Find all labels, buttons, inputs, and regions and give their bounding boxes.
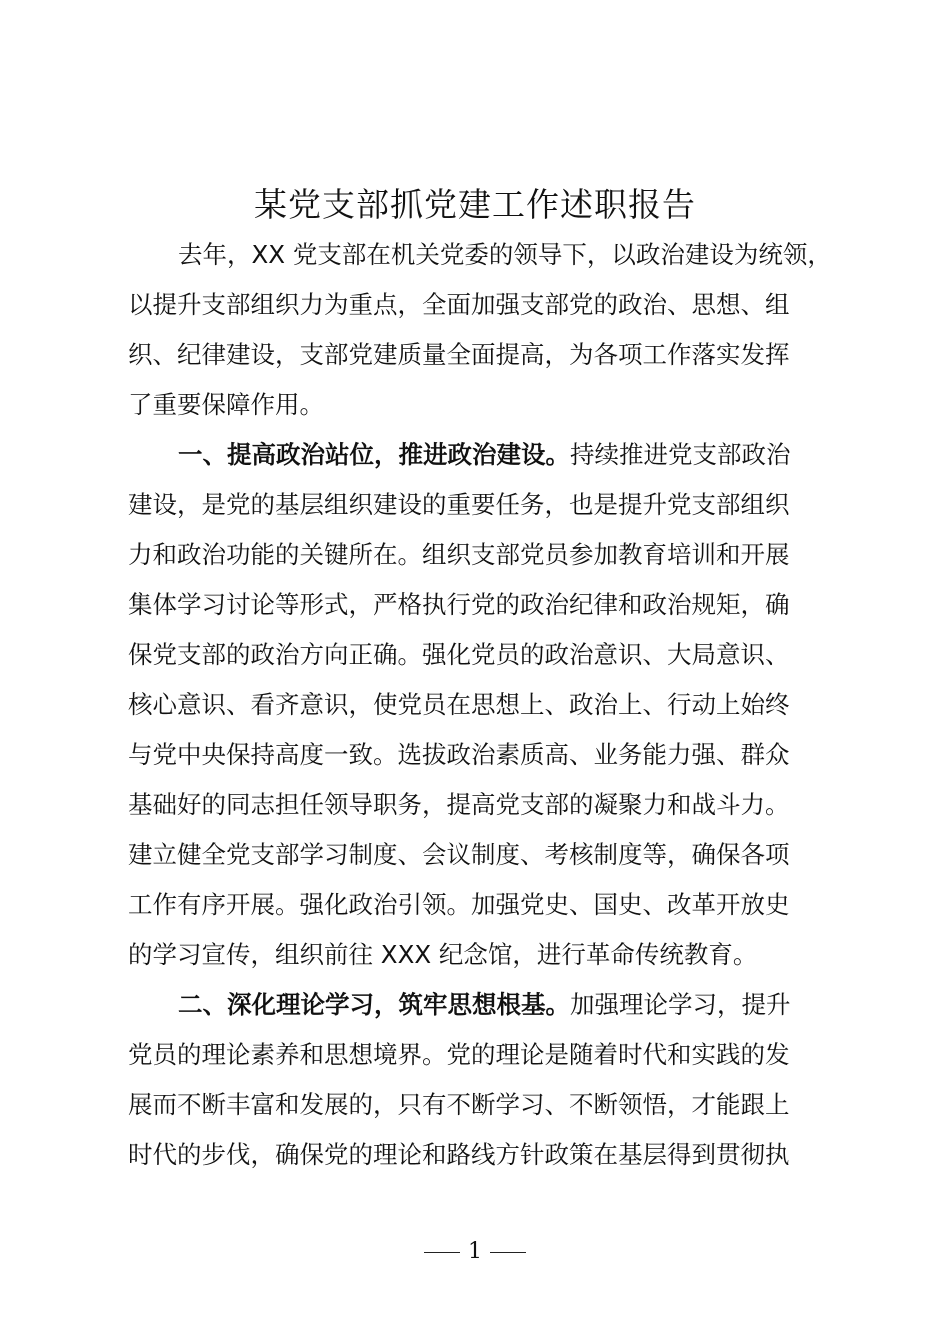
paragraph-line: 的学习宣传，组织前往 XXX 纪念馆，进行革命传统教育。 — [128, 940, 758, 969]
paragraph-line: 了重要保障作用。 — [128, 390, 324, 419]
document-body — [128, 230, 834, 1180]
paragraph-line: 织、纪律建设，支部党建质量全面提高，为各项工作落实发挥 — [128, 340, 790, 369]
page-number-footer — [0, 1237, 950, 1267]
section-2-first-line-text: 加强理论学习，提升 — [570, 990, 791, 1019]
paragraph-line: 时代的步伐，确保党的理论和路线方针政策在基层得到贯彻执 — [128, 1140, 790, 1169]
section-1-first-line — [128, 430, 834, 480]
footer-dash-left — [424, 1252, 460, 1253]
page-number: 1 — [468, 1239, 482, 1264]
footer-dash-right — [490, 1252, 526, 1253]
paragraph-line: 保党支部的政治方向正确。强化党员的政治意识、大局意识、 — [128, 640, 790, 669]
paragraph-line: 党员的理论素养和思想境界。党的理论是随着时代和实践的发 — [128, 1040, 790, 1069]
document-title: 某党支部抓党建工作述职报告 — [254, 185, 696, 224]
paragraph-line: 力和政治功能的关键所在。组织支部党员参加教育培训和开展 — [128, 540, 790, 569]
paragraph-line: 去年，XX 党支部在机关党委的领导下，以政治建设为统领， — [178, 240, 832, 269]
paragraph-line: 与党中央保持高度一致。选拔政治素质高、业务能力强、群众 — [128, 740, 790, 769]
section-2-heading: 二、深化理论学习，筑牢思想根基。 — [178, 990, 570, 1019]
paragraph-line: 建设，是党的基层组织建设的重要任务，也是提升党支部组织 — [128, 490, 790, 519]
paragraph-line: 以提升支部组织力为重点，全面加强支部党的政治、思想、组 — [128, 290, 790, 319]
section-1-first-line-text: 持续推进党支部政治 — [570, 440, 791, 469]
section-1-heading: 一、提高政治站位，推进政治建设。 — [178, 440, 570, 469]
paragraph-line: 展而不断丰富和发展的，只有不断学习、不断领悟，才能跟上 — [128, 1090, 790, 1119]
paragraph-line: 工作有序开展。强化政治引领。加强党史、国史、改革开放史 — [128, 890, 790, 919]
paragraph-line: 建立健全党支部学习制度、会议制度、考核制度等，确保各项 — [128, 840, 790, 869]
section-2-first-line — [128, 980, 834, 1030]
paragraph-line: 集体学习讨论等形式，严格执行党的政治纪律和政治规矩，确 — [128, 590, 790, 619]
paragraph-line: 核心意识、看齐意识，使党员在思想上、政治上、行动上始终 — [128, 690, 790, 719]
paragraph-line: 基础好的同志担任领导职务，提高党支部的凝聚力和战斗力。 — [128, 790, 790, 819]
